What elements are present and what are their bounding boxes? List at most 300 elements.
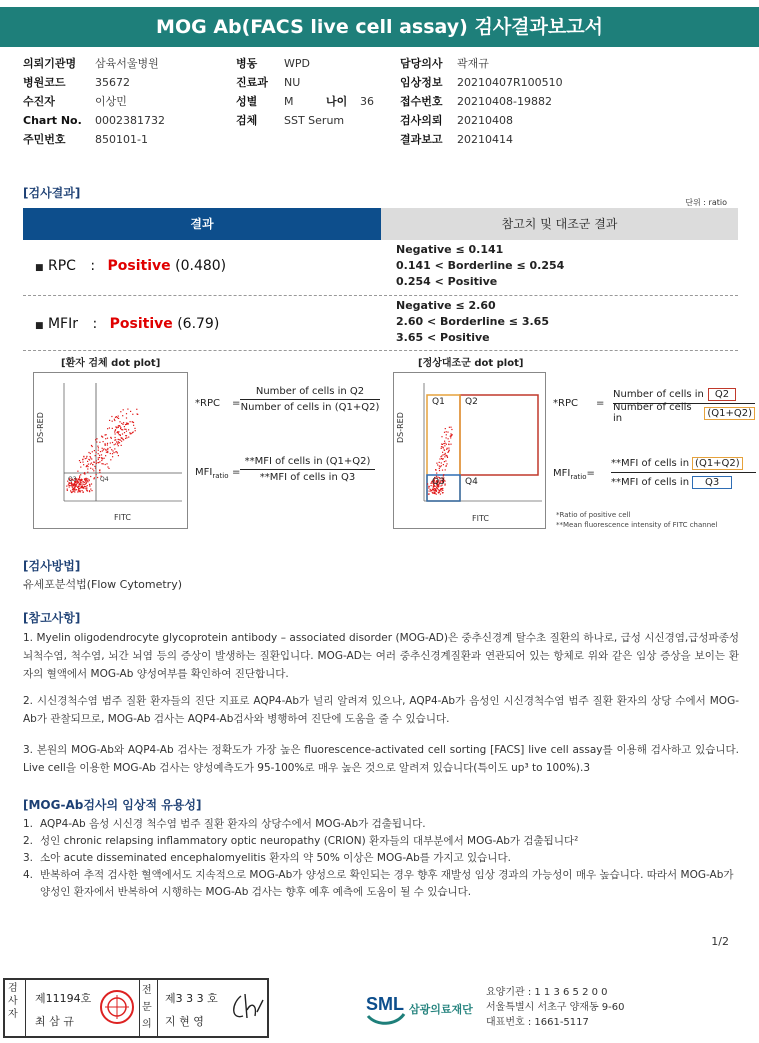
item-number: 4. bbox=[23, 869, 34, 881]
scatter-dot bbox=[107, 428, 108, 429]
scatter-dot bbox=[126, 417, 127, 418]
scatter-dot bbox=[88, 464, 89, 465]
scatter-dot bbox=[118, 441, 119, 442]
scatter-dot bbox=[83, 456, 84, 457]
value-age: 36 bbox=[360, 95, 374, 108]
method-text: 유세포분석법(Flow Cytometry) bbox=[23, 578, 183, 591]
q3-box: Q3 bbox=[692, 476, 732, 489]
scatter-dot bbox=[94, 477, 95, 478]
ref-borderline: 0.141 < Borderline ≤ 0.254 bbox=[396, 259, 565, 272]
scatter-dot bbox=[85, 488, 86, 489]
divider bbox=[25, 980, 26, 1036]
scatter-dot bbox=[450, 427, 451, 428]
fraction-line bbox=[611, 472, 756, 473]
mfi-label-main: MFI bbox=[195, 467, 213, 478]
scatter-dot bbox=[104, 448, 105, 449]
scatter-dot bbox=[99, 442, 100, 443]
scatter-dot bbox=[79, 477, 80, 478]
scatter-dot bbox=[434, 493, 435, 494]
rpc-fraction-boxed bbox=[613, 386, 755, 424]
scatter-dot bbox=[86, 457, 87, 458]
scatter-dot bbox=[119, 421, 120, 422]
scatter-dot bbox=[84, 484, 85, 485]
scatter-dot bbox=[436, 473, 437, 474]
scatter-dot bbox=[429, 491, 430, 492]
scatter-dot bbox=[131, 433, 132, 434]
scatter-dot bbox=[82, 462, 83, 463]
scatter-dot bbox=[73, 483, 74, 484]
scatter-dot bbox=[118, 445, 119, 446]
scatter-dot bbox=[125, 438, 126, 439]
value-sex: M bbox=[284, 95, 294, 108]
list-item bbox=[23, 850, 739, 867]
scatter-dot bbox=[90, 476, 91, 477]
scatter-dot bbox=[444, 432, 445, 433]
scatter-dot bbox=[118, 416, 119, 417]
scatter-dot bbox=[102, 458, 103, 459]
rpc-numerator-prefix: Number of cells in bbox=[613, 388, 704, 400]
scatter-dot bbox=[80, 474, 81, 475]
scatter-dot bbox=[123, 409, 124, 410]
scatter-dot bbox=[67, 490, 68, 491]
scatter-dot bbox=[73, 491, 74, 492]
examiner-license: 제11194호 bbox=[35, 992, 92, 1005]
clinical-list bbox=[23, 816, 739, 901]
scatter-dot bbox=[136, 409, 137, 410]
scatter-dot bbox=[80, 483, 81, 484]
bullet-icon: ■ bbox=[35, 263, 44, 273]
scatter-dot bbox=[86, 483, 87, 484]
scatter-dot bbox=[76, 484, 77, 485]
scatter-dot bbox=[446, 455, 447, 456]
item-text: AQP4-Ab 음성 시신경 척수염 범주 질환 환자의 상당수에서 MOG-Ab가 검출됩니다. bbox=[40, 818, 426, 830]
control-plot-label: [정상대조군 dot plot] bbox=[418, 358, 524, 369]
scatter-dot bbox=[107, 448, 108, 449]
rpc-label: *RPC bbox=[195, 398, 220, 409]
scatter-dot bbox=[132, 432, 133, 433]
scatter-dot bbox=[446, 444, 447, 445]
notes-title: [참고사항] bbox=[23, 611, 81, 625]
scatter-dot bbox=[96, 463, 97, 464]
scatter-dot bbox=[79, 484, 80, 485]
q2-box: Q2 bbox=[708, 388, 736, 401]
label-id-no: 주민번호 bbox=[23, 133, 66, 146]
scatter-dot bbox=[107, 452, 108, 453]
mfi-fraction-boxed bbox=[611, 455, 756, 490]
scatter-dot bbox=[442, 490, 443, 491]
result-row-mfir bbox=[23, 296, 738, 351]
value-clinical-info: 20210407R100510 bbox=[457, 76, 563, 89]
scatter-dot bbox=[448, 444, 449, 445]
scatter-dot bbox=[121, 445, 122, 446]
scatter-dot bbox=[103, 463, 104, 464]
result-colon: : bbox=[90, 258, 96, 274]
scatter-dot bbox=[85, 481, 86, 482]
scatter-dot bbox=[86, 466, 87, 467]
scatter-dot bbox=[128, 429, 129, 430]
scatter-dot bbox=[112, 428, 113, 429]
note-paragraph-2: 2. 시신경척수염 범주 질환 환자들의 진단 지표로 AQP4-Ab가 널리 알려져 있으나, AQP4-Ab가 음성인 시신경척수염 범주 질환 환자의 상당 수에서 MOG-Ab가 관찰되므로, MOG-Ab 검사는 AQP4-Ab검사와 병행하여 진단에 도움을 줄 수 있습니다. bbox=[23, 695, 739, 725]
ref-borderline: 2.60 < Borderline ≤ 3.65 bbox=[396, 315, 549, 328]
scatter-dot bbox=[137, 413, 138, 414]
scatter-dot bbox=[84, 472, 85, 473]
scatter-dot bbox=[117, 452, 118, 453]
examiner-name: 최 삼 규 bbox=[35, 1015, 74, 1028]
scatter-dot bbox=[125, 435, 126, 436]
scatter-dot bbox=[110, 447, 111, 448]
scatter-dot bbox=[120, 435, 121, 436]
scatter-dot bbox=[135, 430, 136, 431]
scatter-dot bbox=[89, 491, 90, 492]
footnote-mfi: **Mean fluorescence intensity of FITC channel bbox=[556, 521, 718, 529]
value-doctor: 곽재규 bbox=[457, 57, 489, 70]
value-hospital-code: 35672 bbox=[95, 76, 130, 89]
scatter-dot bbox=[124, 426, 125, 427]
scatter-dot bbox=[91, 463, 92, 464]
scatter-dot bbox=[82, 459, 83, 460]
scatter-dot bbox=[119, 442, 120, 443]
q2-label: Q2 bbox=[465, 397, 478, 407]
scatter-dot bbox=[452, 434, 453, 435]
scatter-dot bbox=[87, 478, 88, 479]
scatter-dot bbox=[92, 464, 93, 465]
method-title: [검사방법] bbox=[23, 559, 81, 573]
logo-text: SML bbox=[366, 994, 404, 1014]
scatter-dot bbox=[90, 489, 91, 490]
mfi-denominator: **MFI of cells in Q3 bbox=[259, 472, 356, 483]
q3-label: Q3 bbox=[432, 477, 445, 487]
footnote-rpc: *Ratio of positive cell bbox=[556, 511, 631, 519]
scatter-dot bbox=[97, 462, 98, 463]
scatter-dot bbox=[82, 481, 83, 482]
scatter-dot bbox=[77, 471, 78, 472]
patient-dot-plot bbox=[33, 372, 188, 529]
value-chart-no: 0002381732 bbox=[95, 114, 165, 127]
report-title: MOG Ab(FACS live cell assay) 검사결과보고서 bbox=[0, 7, 759, 47]
q4-label: Q4 bbox=[465, 477, 478, 487]
page-number: 1/2 bbox=[711, 935, 729, 948]
scatter-dot bbox=[127, 423, 128, 424]
scatter-dot bbox=[76, 486, 77, 487]
scatter-dot bbox=[441, 491, 442, 492]
scatter-dot bbox=[84, 482, 85, 483]
scatter-dot bbox=[444, 441, 445, 442]
scatter-dot bbox=[441, 436, 442, 437]
examiner-label: 검사자 bbox=[8, 983, 18, 1020]
scatter-dot bbox=[110, 437, 111, 438]
scatter-dot bbox=[450, 444, 451, 445]
scatter-dot bbox=[126, 431, 127, 432]
scatter-dot bbox=[449, 441, 450, 442]
scatter-dot bbox=[429, 493, 430, 494]
scatter-dot bbox=[110, 442, 111, 443]
results-section-title: [검사결과] bbox=[23, 186, 81, 200]
scatter-dot bbox=[114, 420, 115, 421]
scatter-dot bbox=[77, 487, 78, 488]
scatter-dot bbox=[96, 474, 97, 475]
scatter-dot bbox=[83, 492, 84, 493]
scatter-dot bbox=[449, 450, 450, 451]
scatter-dot bbox=[441, 458, 442, 459]
scatter-dot bbox=[107, 466, 108, 467]
scatter-dot bbox=[107, 449, 108, 450]
label-hospital-code: 병원코드 bbox=[23, 76, 66, 89]
scatter-dot bbox=[108, 468, 109, 469]
scatter-dot bbox=[447, 457, 448, 458]
scatter-dot bbox=[444, 461, 445, 462]
scatter-dot bbox=[121, 441, 122, 442]
scatter-dot bbox=[103, 441, 104, 442]
scatter-dot bbox=[449, 427, 450, 428]
scatter-dot bbox=[441, 448, 442, 449]
fraction-line bbox=[240, 469, 375, 470]
rpc-fraction bbox=[240, 386, 380, 413]
scatter-dot bbox=[98, 459, 99, 460]
result-row-rpc bbox=[23, 240, 738, 296]
patient-scatter-svg bbox=[34, 373, 187, 528]
note-paragraph-3: 3. 본원의 MOG-Ab와 AQP4-Ab 검사는 정확도가 가장 높은 fluorescence-activated cell sorting [FACS] live cell assay를 이용해 검사하고 있습니다. Live cell을 이용한 MOG-Ab 검사는 양성예측도가 95-100%로 매우 높은 것으로 알려져 있습니다(특이도 up³ to 100%).3 bbox=[23, 744, 739, 774]
scatter-dot bbox=[439, 458, 440, 459]
scatter-dot bbox=[438, 492, 439, 493]
label-org: 의뢰기관명 bbox=[23, 57, 77, 70]
scatter-dot bbox=[106, 450, 107, 451]
value-org: 삼육서울병원 bbox=[95, 57, 159, 70]
scatter-dot bbox=[76, 489, 77, 490]
scatter-dot bbox=[104, 444, 105, 445]
scatter-dot bbox=[446, 437, 447, 438]
scatter-dot bbox=[443, 474, 444, 475]
scatter-dot bbox=[117, 444, 118, 445]
divider bbox=[157, 980, 158, 1036]
scatter-dot bbox=[99, 461, 100, 462]
scatter-dot bbox=[450, 435, 451, 436]
scatter-dot bbox=[130, 421, 131, 422]
label-clinical-info: 임상정보 bbox=[400, 76, 443, 89]
scatter-dot bbox=[437, 488, 438, 489]
scatter-dot bbox=[134, 428, 135, 429]
x-axis-label: FITC bbox=[472, 514, 489, 523]
lab-phone: 대표번호 : 1661-5117 bbox=[486, 1017, 589, 1028]
scatter-dot bbox=[69, 486, 70, 487]
scatter-dot bbox=[439, 490, 440, 491]
scatter-dot bbox=[112, 421, 113, 422]
info-col-2 bbox=[236, 54, 374, 130]
result-name: MFIr bbox=[47, 316, 78, 332]
bullet-icon: ■ bbox=[35, 321, 44, 331]
scatter-dot bbox=[105, 438, 106, 439]
scatter-dot bbox=[82, 490, 83, 491]
scatter-dot bbox=[80, 487, 81, 488]
scatter-dot bbox=[79, 479, 80, 480]
scatter-dot bbox=[97, 477, 98, 478]
scatter-dot bbox=[91, 490, 92, 491]
scatter-dot bbox=[450, 437, 451, 438]
scatter-dot bbox=[436, 494, 437, 495]
scatter-dot bbox=[125, 424, 126, 425]
scatter-dot bbox=[71, 485, 72, 486]
scatter-dot bbox=[87, 466, 88, 467]
scatter-dot bbox=[98, 450, 99, 451]
scatter-dot bbox=[119, 439, 120, 440]
scatter-dot bbox=[446, 463, 447, 464]
q1q2-box: (Q1+Q2) bbox=[692, 457, 743, 470]
scatter-dot bbox=[114, 419, 115, 420]
scatter-dot bbox=[132, 421, 133, 422]
result-status: Positive bbox=[107, 258, 171, 274]
scatter-dot bbox=[119, 425, 120, 426]
mfi-fraction bbox=[240, 456, 375, 483]
clinical-title: [MOG-Ab검사의 임상적 유용성] bbox=[23, 798, 202, 812]
result-value: (0.480) bbox=[175, 258, 227, 274]
scatter-dot bbox=[115, 430, 116, 431]
scatter-dot bbox=[437, 464, 438, 465]
scatter-dot bbox=[126, 413, 127, 414]
scatter-dot bbox=[87, 485, 88, 486]
scatter-dot bbox=[98, 453, 99, 454]
scatter-dot bbox=[129, 432, 130, 433]
result-name: RPC bbox=[47, 258, 76, 274]
scatter-dot bbox=[439, 466, 440, 467]
result-colon: : bbox=[92, 316, 98, 332]
scatter-dot bbox=[436, 463, 437, 464]
scatter-dot bbox=[87, 461, 88, 462]
scatter-dot bbox=[118, 455, 119, 456]
scatter-dot bbox=[75, 486, 76, 487]
scatter-dot bbox=[113, 452, 114, 453]
scatter-dot bbox=[82, 484, 83, 485]
scatter-dot bbox=[444, 454, 445, 455]
scatter-dot bbox=[99, 472, 100, 473]
scatter-dot bbox=[94, 450, 95, 451]
scatter-dot bbox=[88, 452, 89, 453]
scatter-dot bbox=[122, 415, 123, 416]
scatter-dot bbox=[68, 484, 69, 485]
mfi-numerator: **MFI of cells in (Q1+Q2) bbox=[244, 456, 371, 467]
scatter-dot bbox=[98, 457, 99, 458]
scatter-dot bbox=[99, 470, 100, 471]
value-accession: 20210408-19882 bbox=[457, 95, 552, 108]
lab-code: 요양기관 : 1 1 3 6 5 2 0 0 bbox=[486, 987, 608, 998]
scatter-dot bbox=[89, 486, 90, 487]
item-number: 3. bbox=[23, 852, 34, 864]
scatter-dot bbox=[78, 478, 79, 479]
q3-label: Q3 bbox=[68, 476, 77, 483]
scatter-dot bbox=[121, 429, 122, 430]
scatter-dot bbox=[123, 422, 124, 423]
scatter-dot bbox=[115, 443, 116, 444]
scatter-dot bbox=[124, 432, 125, 433]
scatter-dot bbox=[88, 459, 89, 460]
scatter-dot bbox=[83, 464, 84, 465]
scatter-dot bbox=[101, 436, 102, 437]
scatter-dot bbox=[105, 443, 106, 444]
scatter-dot bbox=[91, 458, 92, 459]
scatter-dot bbox=[448, 448, 449, 449]
list-item bbox=[23, 833, 739, 850]
mfi-denominator-prefix: **MFI of cells in bbox=[611, 476, 690, 488]
equals-sign: = bbox=[596, 398, 605, 409]
scatter-dot bbox=[114, 448, 115, 449]
scatter-dot bbox=[447, 452, 448, 453]
signature-icon bbox=[227, 990, 267, 1026]
scatter-dot bbox=[122, 433, 123, 434]
scatter-dot bbox=[427, 483, 428, 484]
mfi-label-sub: ratio bbox=[570, 473, 587, 481]
scatter-dot bbox=[66, 486, 67, 487]
rpc-numerator: Number of cells in Q2 bbox=[255, 386, 365, 397]
scatter-dot bbox=[112, 453, 113, 454]
equals-sign: = bbox=[232, 398, 241, 409]
scatter-dot bbox=[91, 483, 92, 484]
scatter-dot bbox=[444, 450, 445, 451]
scatter-dot bbox=[443, 447, 444, 448]
scatter-dot bbox=[117, 432, 118, 433]
scatter-dot bbox=[89, 479, 90, 480]
scatter-dot bbox=[448, 438, 449, 439]
scatter-dot bbox=[107, 443, 108, 444]
mfi-label-main: MFI bbox=[553, 468, 571, 479]
footnote bbox=[556, 510, 717, 530]
q4-label: Q4 bbox=[100, 476, 109, 483]
signature-box bbox=[3, 978, 269, 1038]
scatter-dot bbox=[430, 491, 431, 492]
scatter-dot bbox=[445, 469, 446, 470]
unit-label: 단위 : ratio bbox=[685, 198, 727, 207]
scatter-dot bbox=[112, 442, 113, 443]
label-ward: 병동 bbox=[236, 57, 258, 70]
scatter-dot bbox=[91, 445, 92, 446]
scatter-dot bbox=[102, 450, 103, 451]
scatter-dot bbox=[127, 409, 128, 410]
scatter-dot bbox=[101, 454, 102, 455]
scatter-dot bbox=[79, 460, 80, 461]
scatter-dot bbox=[81, 480, 82, 481]
scatter-dot bbox=[102, 448, 103, 449]
specialist-license: 제3 3 3 호 bbox=[165, 992, 218, 1005]
scatter-dot bbox=[104, 458, 105, 459]
scatter-dot bbox=[99, 455, 100, 456]
y-axis-label: DS-RED bbox=[396, 412, 405, 443]
scatter-dot bbox=[124, 429, 125, 430]
scatter-dot bbox=[130, 411, 131, 412]
scatter-dot bbox=[110, 459, 111, 460]
scatter-dot bbox=[447, 448, 448, 449]
ref-negative: Negative ≤ 0.141 bbox=[396, 243, 504, 256]
scatter-dot bbox=[94, 462, 95, 463]
scatter-dot bbox=[432, 489, 433, 490]
scatter-dot bbox=[446, 465, 447, 466]
scatter-dot bbox=[83, 488, 84, 489]
sml-logo-icon bbox=[364, 986, 406, 1026]
scatter-dot bbox=[96, 452, 97, 453]
scatter-dot bbox=[79, 488, 80, 489]
label-report-date: 결과보고 bbox=[400, 133, 443, 146]
label-doctor: 담당의사 bbox=[400, 57, 443, 70]
scatter-dot bbox=[445, 443, 446, 444]
lab-address bbox=[486, 985, 625, 1030]
scatter-dot bbox=[107, 444, 108, 445]
list-item bbox=[23, 816, 739, 833]
scatter-dot bbox=[90, 464, 91, 465]
scatter-dot bbox=[443, 443, 444, 444]
scatter-dot bbox=[121, 423, 122, 424]
scatter-dot bbox=[112, 456, 113, 457]
scatter-dot bbox=[79, 491, 80, 492]
q1-label: Q1 bbox=[432, 397, 445, 407]
label-accession: 접수번호 bbox=[400, 95, 443, 108]
mfi-ratio-label bbox=[195, 467, 228, 480]
scatter-dot bbox=[92, 469, 93, 470]
